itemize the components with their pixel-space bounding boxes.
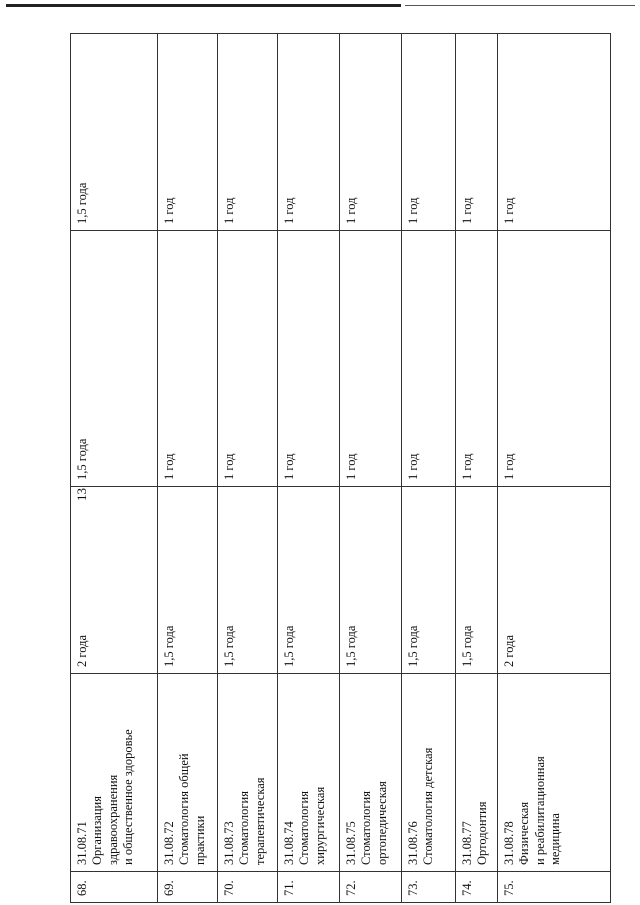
duration-col2: 1 год (456, 231, 498, 487)
table-row (456, 34, 498, 903)
table-row (218, 34, 278, 903)
specialty-cell (218, 674, 278, 872)
specialty-code: 31.08.71 (75, 821, 89, 865)
specialty-name-line: Стоматология (359, 791, 374, 865)
rotated-page-content (70, 33, 610, 903)
specialty-name-line: Стоматология общей (177, 753, 192, 865)
table-row (158, 34, 218, 903)
specialty-code: 31.08.73 (222, 821, 236, 865)
specialty-cell (402, 674, 456, 872)
table-row (498, 34, 611, 903)
row-number: 73. (402, 872, 456, 903)
specialty-cell (278, 674, 340, 872)
duration-col3: 1 год (218, 34, 278, 231)
specialty-name-line: Физическая (517, 801, 532, 865)
specialty-code: 31.08.76 (406, 821, 420, 865)
specialty-cell (158, 674, 218, 872)
table-row (340, 34, 402, 903)
duration-col2: 1 год (340, 231, 402, 487)
specialty-name-line: здравоохранения (105, 774, 120, 865)
duration-col2: 1 год (278, 231, 340, 487)
specialty-name-line: Ортодонтия (475, 801, 490, 865)
specialty-code: 31.08.78 (502, 821, 516, 865)
duration-col1: 1,5 года (456, 487, 498, 674)
top-rule-thin (405, 5, 635, 6)
duration-col3: 1 год (278, 34, 340, 231)
table-row (402, 34, 456, 903)
duration-col1: 2 года (71, 487, 158, 674)
page-number: 13 (74, 488, 89, 501)
specialty-cell (456, 674, 498, 872)
specialty-name-line: хирургическая (312, 786, 327, 865)
duration-col2: 1 год (402, 231, 456, 487)
specialty-cell (498, 674, 611, 872)
duration-col2: 1 год (498, 231, 611, 487)
duration-col3: 1,5 года (71, 34, 158, 231)
duration-col3: 1 год (456, 34, 498, 231)
top-rule-thick (6, 4, 401, 7)
duration-col3: 1 год (402, 34, 456, 231)
duration-col3: 1 год (340, 34, 402, 231)
specialty-name-line: терапевтическая (252, 777, 267, 865)
table-row (278, 34, 340, 903)
specialty-cell (71, 674, 158, 872)
specialty-name-line: Организация (90, 796, 105, 865)
duration-col3: 1 год (498, 34, 611, 231)
duration-col1: 1,5 года (340, 487, 402, 674)
duration-col1: 1,5 года (158, 487, 218, 674)
specialty-name-line: и общественное здоровье (120, 729, 135, 865)
duration-col1: 2 года (498, 487, 611, 674)
duration-col1: 1,5 года (218, 487, 278, 674)
specialty-name-line: Стоматология (297, 791, 312, 865)
row-number: 69. (158, 872, 218, 903)
specialty-name-line: Стоматология детская (421, 747, 436, 865)
duration-col2: 1 год (158, 231, 218, 487)
top-rule (0, 4, 640, 9)
specialty-cell (340, 674, 402, 872)
specialty-name-line: ортопедическая (374, 781, 389, 865)
specialty-code: 31.08.75 (344, 821, 358, 865)
row-number: 71. (278, 872, 340, 903)
specialty-name-line: и реабилитационная (532, 756, 547, 865)
specialty-code: 31.08.72 (162, 821, 176, 865)
row-number: 68. (71, 872, 158, 903)
row-number: 70. (218, 872, 278, 903)
specialty-code: 31.08.77 (460, 821, 474, 865)
duration-col1: 1,5 года (402, 487, 456, 674)
duration-col3: 1 год (158, 34, 218, 231)
duration-table (70, 33, 611, 903)
specialty-name-line: медицина (547, 813, 562, 865)
specialty-code: 31.08.74 (282, 821, 296, 865)
duration-col1: 1,5 года (278, 487, 340, 674)
row-number: 74. (456, 872, 498, 903)
table-row (71, 34, 158, 903)
specialty-name-line: Стоматология (237, 791, 252, 865)
row-number: 72. (340, 872, 402, 903)
duration-col2: 1 год (218, 231, 278, 487)
specialty-name-line: практики (192, 815, 207, 865)
duration-col2: 1,5 года (71, 231, 158, 487)
row-number: 75. (498, 872, 611, 903)
